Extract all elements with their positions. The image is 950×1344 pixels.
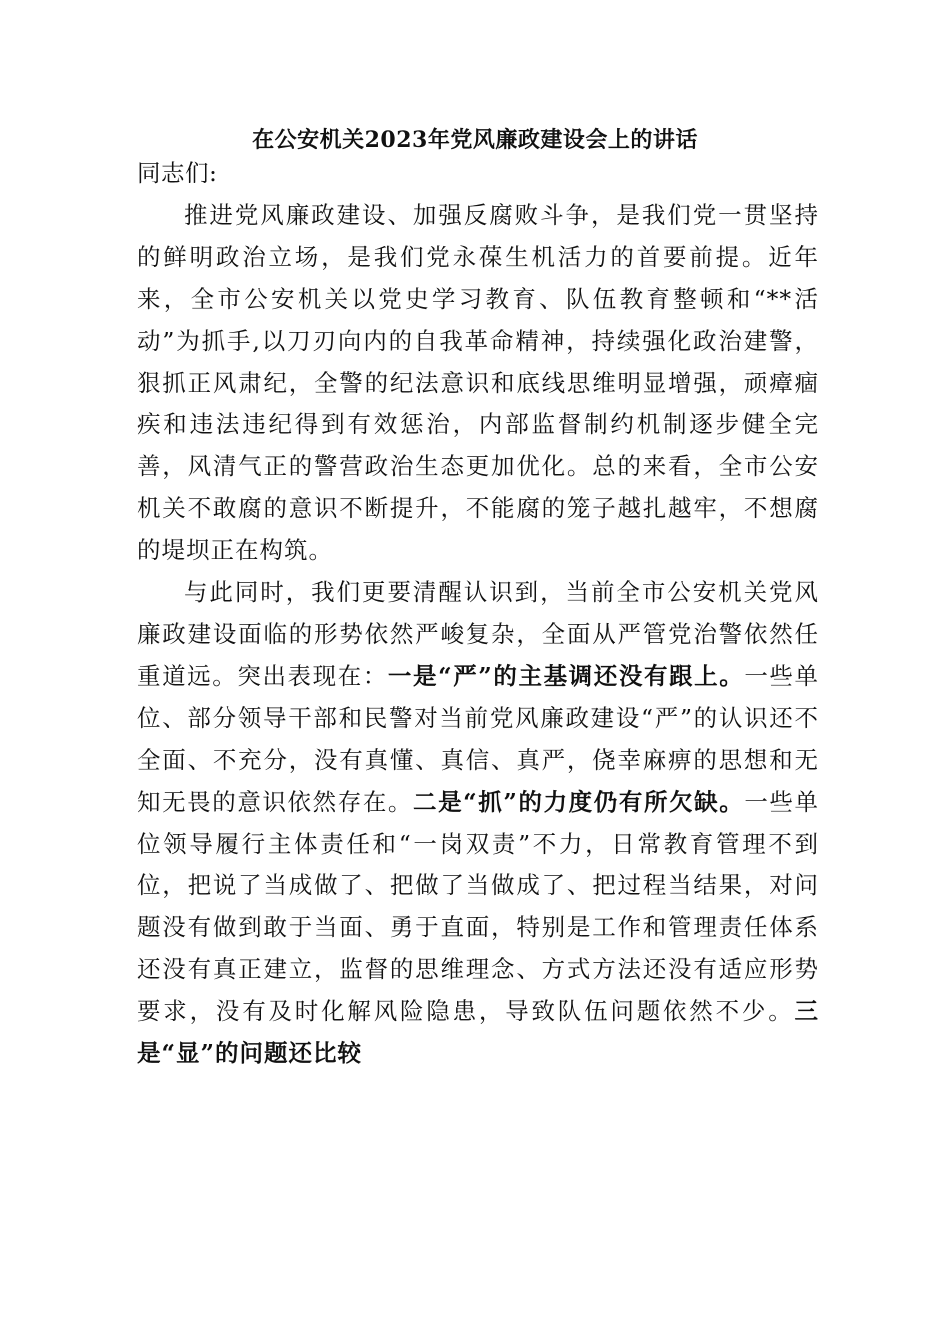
document-title: 在公安机关2023年党风廉政建设会上的讲话 <box>252 127 698 153</box>
paragraph-1: 推进党风廉政建设、加强反腐败斗争，是我们党一贯坚持的鲜明政治立场，是我们党永葆生机活力的首要前提。近年来，全市公安机关以党史学习教育、队伍教育整顿和“**活动”为抓手,以刀刃向内的自我革命精神，持续强化政治建警，狠抓正风肃纪，全警的纪法意识和底线思维明显增强，顽瘴痼疾和违法违纪得到有效惩治，内部监督制约机制逐步健全完善，风清气正的警营政治生态更加优化。总的来看，全市公安机关不敢腐的意识不断提升，不能腐的笼子越扎越牢，不想腐的堤坝正在构筑。 <box>137 200 819 565</box>
document-body <box>137 153 819 1075</box>
point-2-text: 一些单位领导履行主体责任和“一岗双责”不力，日常教育管理不到位，把说了当成做了、把做了当做成了、把过程当结果，对问题没有做到敢于当面、勇于直面，特别是工作和管理责任体系还没有真正建立，监督的思维理念、方式方法还没有适应形势要求，没有及时化解风险隐患，导致队伍问题依然不少。 <box>137 787 819 1026</box>
salutation: 同志们: <box>137 159 218 187</box>
point-1-heading: 一是“严”的主基调还没有跟上。 <box>387 661 745 690</box>
point-1-text: 一些单位、部分领导干部和民警对当前党风廉政建设“严”的认识还不全面、不充分，没有真懂、真信、真严，侥幸麻痹的思想和无知无畏的意识依然存在。 <box>137 661 820 816</box>
paragraph-2-intro: 与此同时，我们更要清醒认识到，当前全市公安机关党风廉政建设面临的形势依然严峻复杂，全面从严管党治警依然任重道远。突出表现在： <box>137 578 819 690</box>
point-3-heading: 三是“显”的问题还比较 <box>137 997 819 1068</box>
point-2-heading: 二是“抓”的力度仍有所欠缺。 <box>413 787 745 816</box>
paragraph-2 <box>137 572 819 1075</box>
